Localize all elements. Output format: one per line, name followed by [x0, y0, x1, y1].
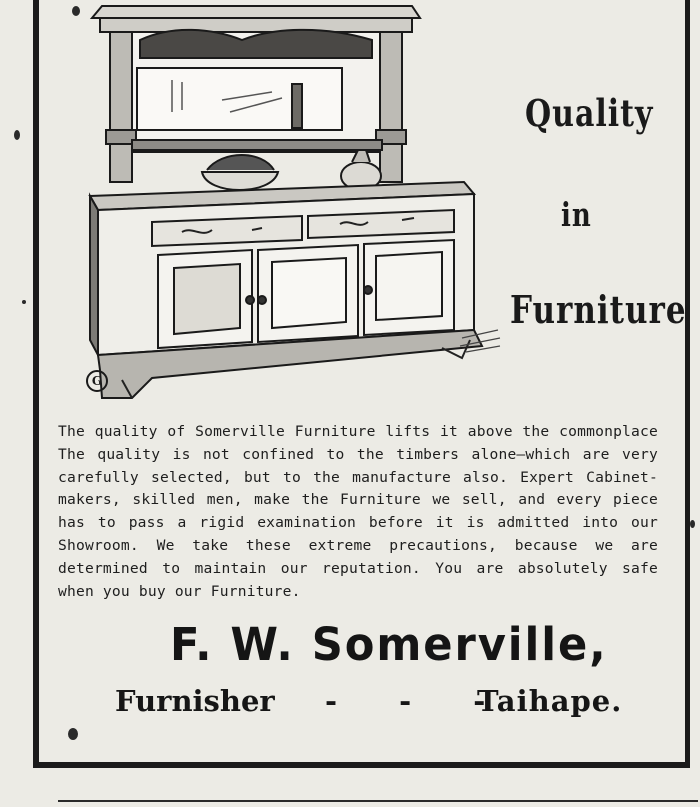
body-line: determined to maintain our reputation. You are absolutely safe — [58, 559, 658, 577]
ink-speck — [72, 6, 80, 16]
advertisement-body-copy — [58, 421, 658, 603]
slogan-furniture: Furniture — [510, 288, 687, 333]
body-line: makers, skilled men, make the Furniture we sell, and every piece — [58, 491, 658, 509]
body-line: The quality is not confined to the timbers alone—which are very — [58, 445, 658, 463]
body-line: has to pass a rigid examination before it is admitted into our — [58, 514, 658, 532]
ink-speck — [14, 130, 20, 140]
ink-speck — [690, 520, 695, 528]
separator-dashes: - - - — [325, 684, 512, 718]
body-line: carefully selected, but to the manufacture also. Expert Cabinet- — [58, 468, 658, 486]
ink-speck — [68, 728, 78, 740]
body-line: The quality of Somerville Furniture lifts it above the commonplace — [58, 423, 658, 440]
sideboard-illustration — [62, 0, 502, 410]
ink-speck — [22, 300, 26, 304]
town-label: Taihape. — [477, 684, 623, 718]
trade-label: Furnisher — [115, 684, 275, 718]
body-line: Showroom. We take these extreme precautions, because we are — [58, 536, 658, 554]
column-rule — [58, 800, 698, 802]
body-line: when you buy our Furniture. — [58, 582, 301, 600]
proprietor-name: F. W. Somerville, — [170, 618, 608, 671]
trade-and-town-line — [115, 684, 635, 724]
slogan-quality: Quality — [525, 92, 654, 136]
illustrator-monogram: G — [86, 370, 108, 392]
slogan-in: in — [561, 197, 592, 235]
